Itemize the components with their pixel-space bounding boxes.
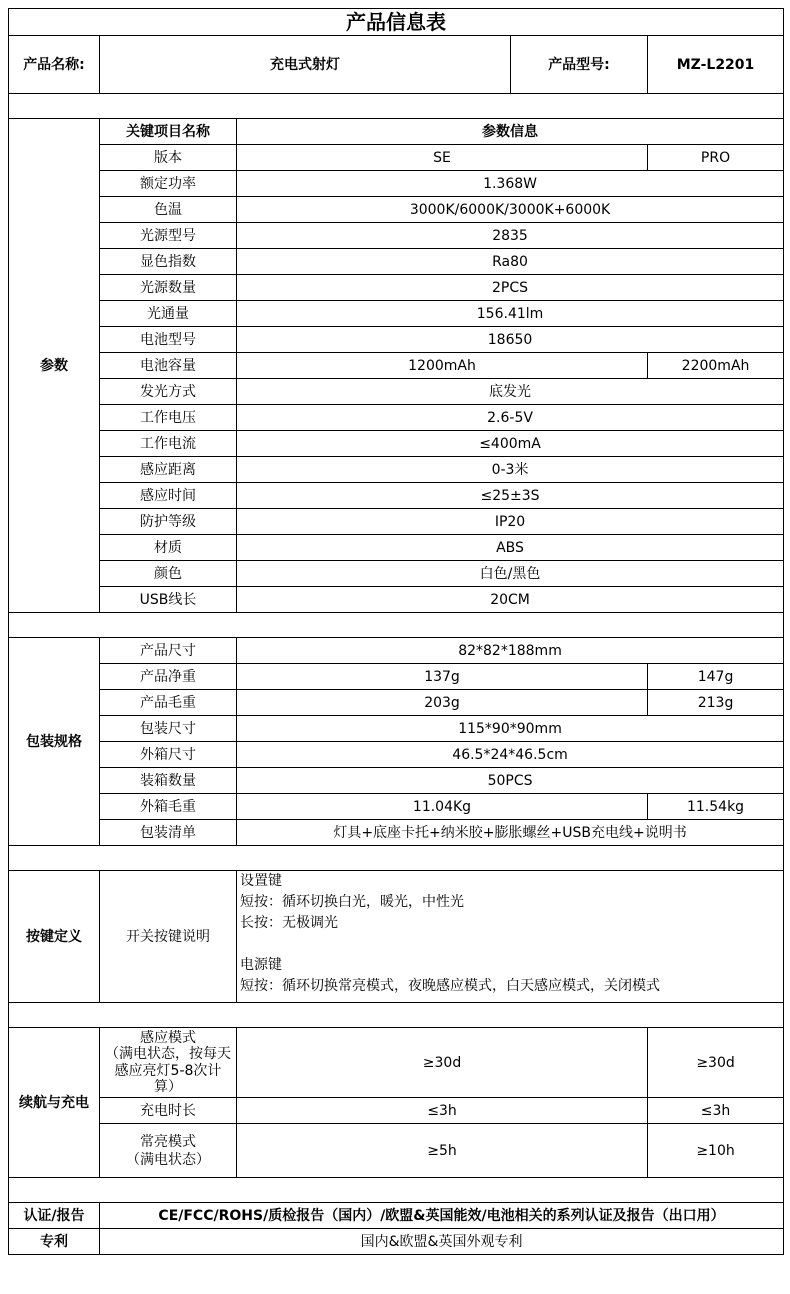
sheet-title: 产品信息表 [9,9,784,36]
patent-value: 国内&欧盟&英国外观专利 [100,1229,784,1255]
param-name: 材质 [100,535,237,561]
param-value: IP20 [237,509,784,535]
button-line: 电源键 [240,957,282,973]
pack-pro-value: 11.54kg [648,794,784,820]
param-name: 光源型号 [100,223,237,249]
pack-se-value: 137g [237,664,648,690]
pack-name: 外箱毛重 [100,794,237,820]
param-value: ABS [237,535,784,561]
params-section-label: 参数 [9,119,100,613]
product-info-table [8,8,784,1255]
param-name: 电池型号 [100,327,237,353]
param-name: 电池容量 [100,353,237,379]
battery-name [100,1124,237,1178]
param-value: 底发光 [237,379,784,405]
param-se-value: 1200mAh [237,353,648,379]
cert-label: 认证/报告 [9,1203,100,1229]
param-value: ≤25±3S [237,483,784,509]
pack-name: 包装清单 [100,820,237,846]
pack-se-value: 11.04Kg [237,794,648,820]
patent-label: 专利 [9,1229,100,1255]
battery-section-label: 续航与充电 [9,1028,100,1178]
battery-name [100,1028,237,1098]
param-value: 156.41lm [237,301,784,327]
param-name: 工作电流 [100,431,237,457]
param-name: 颜色 [100,561,237,587]
battery-name-line: 感应亮灯5-8次计 [114,1062,222,1079]
pack-name: 外箱尺寸 [100,742,237,768]
param-name: 工作电压 [100,405,237,431]
spacer-row [9,613,784,638]
product-name: 充电式射灯 [100,36,511,94]
product-name-label: 产品名称: [9,36,100,94]
pack-se-value: 203g [237,690,648,716]
buttons-description [237,871,784,1003]
param-pro-value: PRO [648,145,784,171]
battery-name-line: （满电状态，按每天 [105,1046,231,1062]
pack-name: 包装尺寸 [100,716,237,742]
params-col-value: 参数信息 [237,119,784,145]
pack-name: 产品净重 [100,664,237,690]
button-line: 设置键 [240,873,282,889]
spacer-row [9,1003,784,1028]
buttons-name: 开关按键说明 [100,871,237,1003]
spacer-row [9,94,784,119]
pack-pro-value: 147g [648,664,784,690]
param-name: 感应距离 [100,457,237,483]
pack-value: 115*90*90mm [237,716,784,742]
battery-name-line: 算） [154,1079,182,1095]
battery-name-line: （满电状态） [126,1151,210,1168]
product-info-sheet [8,8,783,1255]
battery-se-value: ≤3h [237,1098,648,1124]
battery-se-value: ≥30d [237,1028,648,1098]
param-se-value: SE [237,145,648,171]
param-value: 0-3米 [237,457,784,483]
param-value: 3000K/6000K/3000K+6000K [237,197,784,223]
param-value: 20CM [237,587,784,613]
battery-name: 充电时长 [100,1098,237,1124]
param-name: USB线长 [100,587,237,613]
button-line: 短按：循环切换常亮模式，夜晚感应模式，白天感应模式，关闭模式 [240,978,660,994]
param-value: 2835 [237,223,784,249]
spacer-row [9,846,784,871]
battery-se-value: ≥5h [237,1124,648,1178]
param-value: 2.6-5V [237,405,784,431]
params-col-name: 关键项目名称 [100,119,237,145]
pack-value: 82*82*188mm [237,638,784,664]
param-value: Ra80 [237,249,784,275]
param-value: ≤400mA [237,431,784,457]
param-name: 发光方式 [100,379,237,405]
param-value: 18650 [237,327,784,353]
packaging-section-label: 包装规格 [9,638,100,846]
param-pro-value: 2200mAh [648,353,784,379]
battery-name-line: 感应模式 [140,1029,196,1046]
buttons-section-label: 按键定义 [9,871,100,1003]
product-model-label: 产品型号: [511,36,648,94]
battery-pro-value: ≥10h [648,1124,784,1178]
param-name: 显色指数 [100,249,237,275]
battery-pro-value: ≤3h [648,1098,784,1124]
pack-name: 装箱数量 [100,768,237,794]
battery-pro-value: ≥30d [648,1028,784,1098]
pack-name: 产品毛重 [100,690,237,716]
param-value: 白色/黑色 [237,561,784,587]
button-line: 长按：无极调光 [240,915,338,931]
param-value: 2PCS [237,275,784,301]
button-line [240,934,783,955]
param-name: 感应时间 [100,483,237,509]
param-name: 光通量 [100,301,237,327]
pack-name: 产品尺寸 [100,638,237,664]
pack-value: 50PCS [237,768,784,794]
button-line: 短按：循环切换白光，暖光，中性光 [240,894,464,910]
pack-pro-value: 213g [648,690,784,716]
battery-name-line: 常亮模式 [140,1133,196,1150]
param-name: 色温 [100,197,237,223]
cert-value: CE/FCC/ROHS/质检报告（国内）/欧盟&英国能效/电池相关的系列认证及报告（出口用） [100,1203,784,1229]
param-name: 版本 [100,145,237,171]
param-name: 防护等级 [100,509,237,535]
param-name: 额定功率 [100,171,237,197]
param-value: 1.368W [237,171,784,197]
param-name: 光源数量 [100,275,237,301]
spacer-row [9,1178,784,1203]
pack-value: 灯具+底座卡托+纳米胶+膨胀螺丝+USB充电线+说明书 [237,820,784,846]
product-model: MZ-L2201 [648,36,784,94]
pack-value: 46.5*24*46.5cm [237,742,784,768]
